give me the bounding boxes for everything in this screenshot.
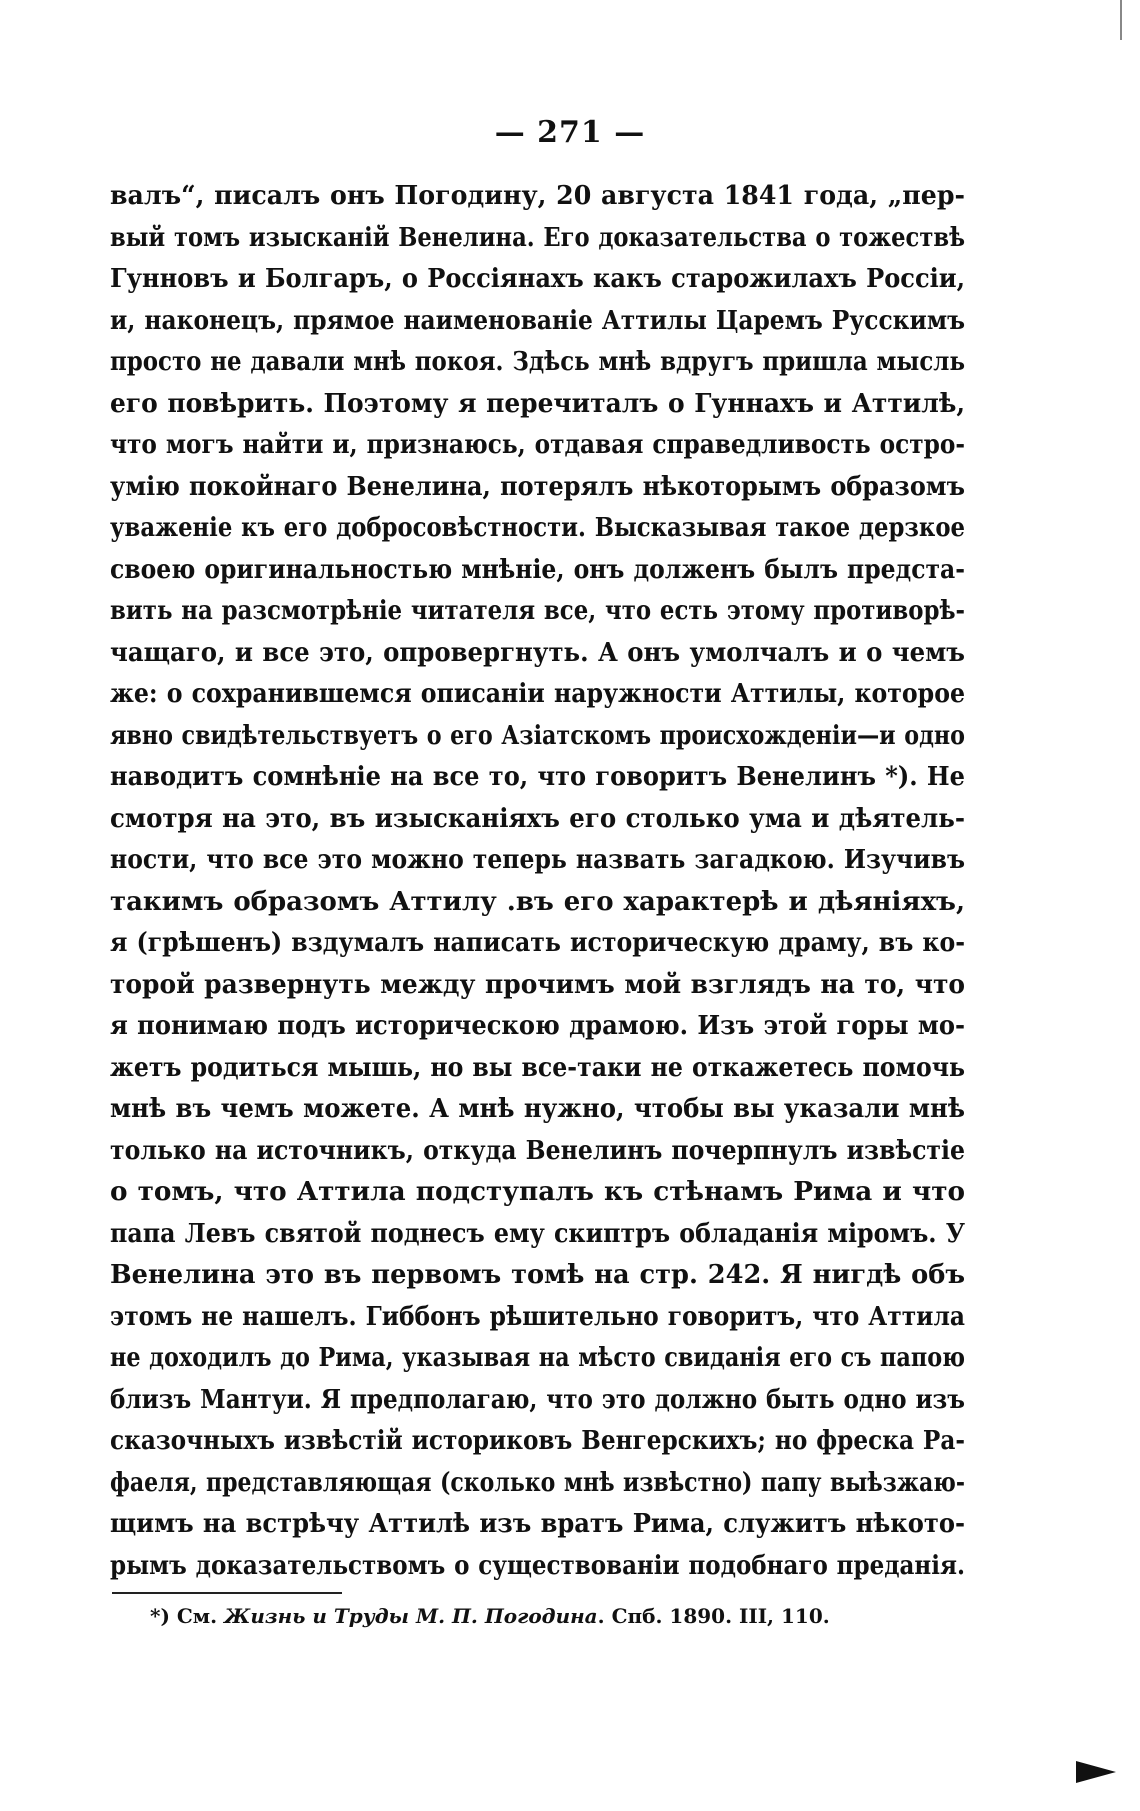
text-line: рымъ доказательствомъ о существованіи подобнаго преданія. <box>110 1549 965 1581</box>
text-line: фаеля, представляющая (сколько мнѣ извѣстно) папу выѣзжаю- <box>110 1466 965 1498</box>
page-edge-line <box>1120 0 1122 40</box>
text-line: такимъ образомъ Аттилу .въ его характерѣ и дѣяніяхъ, <box>110 885 965 917</box>
text-line: о томъ, что Аттила подступалъ къ стѣнамъ Рима и что <box>110 1176 965 1207</box>
text-line: вый томъ изысканій Венелина. Его доказательства о тожествѣ <box>110 221 965 253</box>
text-line: валъ“, писалъ онъ Погодину, 20 августа 1841 года, „пер- <box>110 180 965 211</box>
footnote-prefix: *) См. <box>150 1604 225 1628</box>
text-line: своею оригинальностью мнѣніе, онъ долженъ былъ предста- <box>110 553 965 585</box>
text-line: ности, что все это можно теперь назвать загадкою. Изучивъ <box>110 844 965 875</box>
text-line: что могъ найти и, признаюсь, отдавая справедливость остро- <box>110 429 965 460</box>
text-line: просто не давали мнѣ покоя. Здѣсь мнѣ вдругъ пришла мысль <box>110 346 965 377</box>
arrow-mark-icon <box>1076 1761 1116 1783</box>
text-line: не доходилъ до Рима, указывая на мѣсто свиданія его съ папою <box>110 1342 965 1373</box>
page-number: — 271 — <box>494 115 646 150</box>
footnote-rule <box>112 1592 342 1594</box>
text-line: чащаго, и все это, опровергнуть. А онъ умолчалъ и о чемъ <box>110 636 965 668</box>
text-line: торой развернуть между прочимъ мой взглядъ на то, что <box>110 968 965 1000</box>
body-text <box>110 175 965 1586</box>
footnote <box>150 1600 830 1632</box>
text-line: Гунновъ и Болгаръ, о Россіянахъ какъ старожилахъ Россіи, <box>110 263 965 294</box>
text-line: же: о сохранившемся описаніи наружности Аттилы, которое <box>110 678 965 709</box>
text-line: я понимаю подъ историческою драмою. Изъ этой горы мо- <box>110 1010 965 1041</box>
text-line: наводитъ сомнѣніе на все то, что говоритъ Венелинъ *). Не <box>110 761 965 792</box>
text-line: близъ Мантуи. Я предполагаю, что это должно быть одно изъ <box>110 1383 965 1415</box>
text-line: жетъ родиться мышь, но вы все-таки не откажетесь помочь <box>110 1051 965 1083</box>
text-line: мнѣ въ чемъ можете. А мнѣ нужно, чтобы вы указали мнѣ <box>110 1093 965 1124</box>
text-line: щимъ на встрѣчу Аттилѣ изъ вратъ Рима, служитъ нѣкото- <box>110 1508 965 1539</box>
text-line: его повѣрить. Поэтому я перечиталъ о Гуннахъ и Аттилѣ, <box>110 387 965 419</box>
text-line: смотря на это, въ изысканіяхъ его столько ума и дѣятель- <box>110 802 965 834</box>
text-line: явно свидѣтельствуетъ о его Азіатскомъ происхожденіи—и одно <box>110 719 965 751</box>
text-line: я (грѣшенъ) вздумалъ написать историческую драму, въ ко- <box>110 927 965 958</box>
footnote-title: Жизнь и Труды М. П. Погодина <box>224 1604 598 1628</box>
text-line: только на источникъ, откуда Венелинъ почерпнулъ извѣстіе <box>110 1134 965 1166</box>
text-line: вить на разсмотрѣніе читателя все, что есть этому противорѣ- <box>110 595 965 626</box>
footnote-suffix: . Спб. 1890. III, 110. <box>597 1604 830 1628</box>
text-line: уваженіе къ его добросовѣстности. Высказывая такое дерзкое <box>110 512 965 543</box>
text-line: папа Левъ святой поднесъ ему скиптръ обладанія міромъ. У <box>110 1217 965 1249</box>
text-line: сказочныхъ извѣстій историковъ Венгерскихъ; но фреска Ра- <box>110 1425 965 1456</box>
text-line: Венелина это въ первомъ томѣ на стр. 242. Я нигдѣ объ <box>110 1259 965 1290</box>
text-line: умію покойнаго Венелина, потерялъ нѣкоторымъ образомъ <box>110 470 965 502</box>
text-line: и, наконецъ, прямое наименованіе Аттилы Царемъ Русскимъ <box>110 304 965 336</box>
text-line: этомъ не нашелъ. Гиббонъ рѣшительно говоритъ, что Аттила <box>110 1300 965 1332</box>
